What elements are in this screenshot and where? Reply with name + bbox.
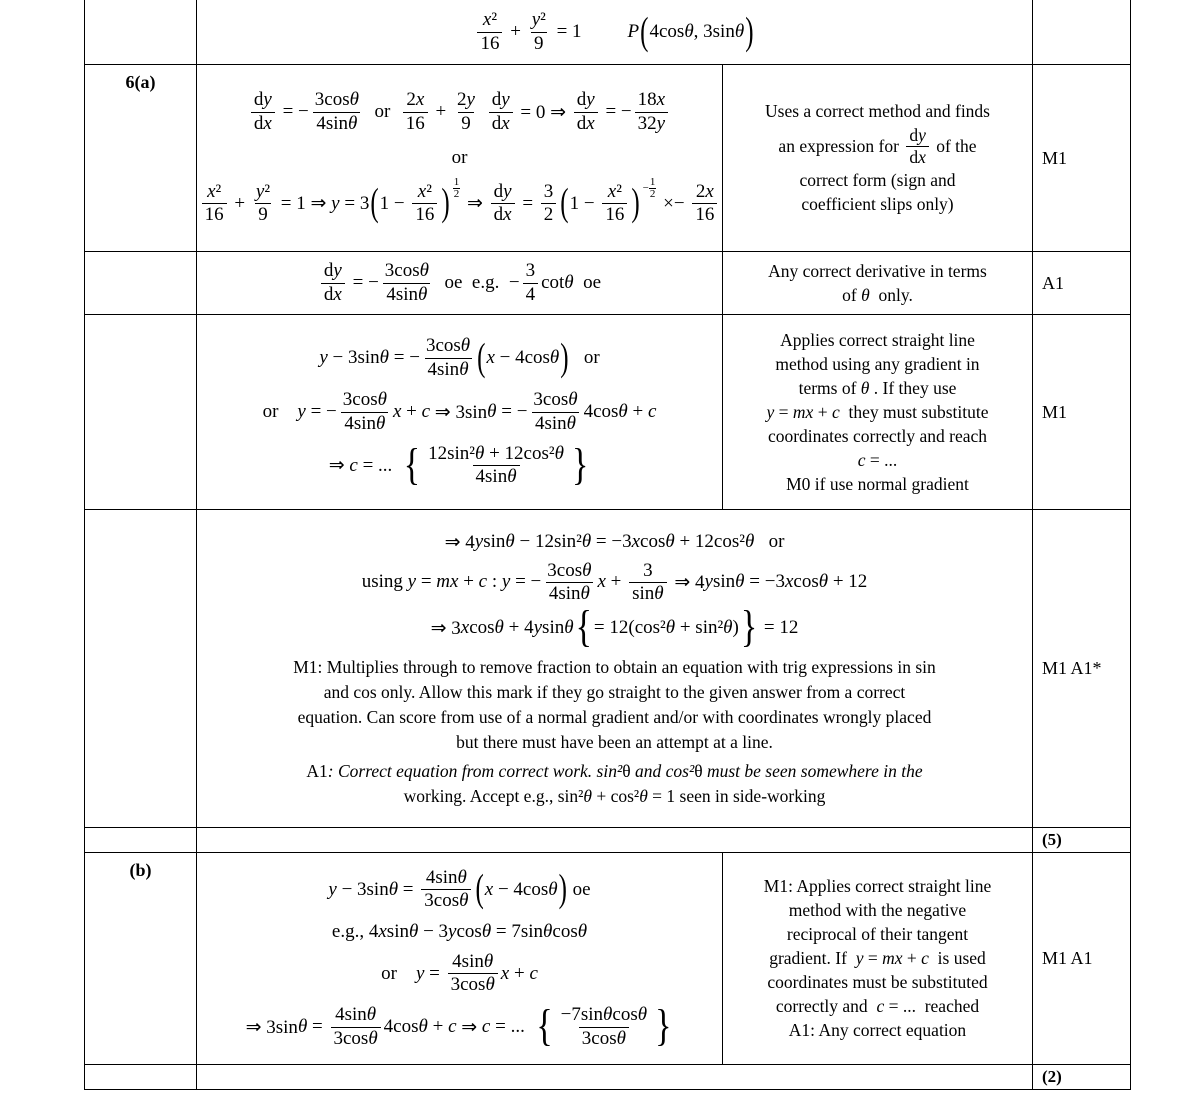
math-line: correctly and c = ... reached [775, 996, 980, 1016]
question-cell-row4 [85, 510, 197, 828]
question-cell-6a: 6(a) [85, 65, 197, 252]
math-line: Uses a correct method and finds [765, 100, 990, 121]
marks-cell-derivative-m1: M1 [1033, 65, 1131, 252]
math-line: y − 3sin θ = $\frac{4\sin\theta}{3\cos\theta}$ ( x − 4cos θ ) oe [328, 866, 591, 912]
final-equation-notes [197, 651, 1032, 812]
math-line: ⇒ 4 y sin θ − 12sin² θ = −3 x cos θ + 12cos² θ or [444, 531, 785, 553]
question-cell-row3 [85, 315, 197, 510]
math-line: Any correct derivative in terms [768, 260, 987, 281]
math-line: method with the negative [788, 900, 967, 920]
math-line: $\frac{\text{x²}}{16}$ + $\frac{\text{y²}}{9}$ = 1 ⇒ y = 3 ( 1 − $\frac{\text{x²}}{16}$ ) $\frac{1}{2}$ ⇒ $\frac{dy}{dx}$ = $\frac{3}{2}$ ( 1 − $\frac{\text{x²}}{16}$ ) − $\frac{1}{2}$ ×− $\frac{2x}{16}$ [199, 181, 721, 227]
note-paragraph [197, 655, 1032, 754]
math-line: coefficient slips only) [801, 194, 954, 215]
math-line: $\frac{dy}{dx}$ = − $\frac{3\cos\theta}{4\sin\theta}$ oe e.g. − $\frac{3}{4}$ cot θ oe [318, 260, 601, 306]
scheme-cell-derivative-method [197, 65, 723, 252]
scheme-cell-normal-line [197, 853, 723, 1065]
math-line: M1: Applies correct straight line [763, 876, 992, 896]
math-line: y − 3sin θ = − $\frac{3\cos\theta}{4\sin\theta}$ ( x − 4cos θ ) or [319, 335, 600, 380]
empty-cell-total-a [197, 828, 1033, 853]
question-cell-total-a [85, 828, 197, 853]
notes-cell-derivative-method [723, 65, 1033, 252]
text-line: A1: Correct equation from correct work. sin²θ and cos²θ must be seen somewhere in the [306, 760, 923, 781]
math-line: of θ only. [842, 284, 913, 305]
math-line: terms of θ . If they use [798, 377, 957, 398]
notes-cell-normal-line [723, 853, 1033, 1065]
math-line: using y = mx + c : y = − $\frac{3\cos\theta}{4\sin\theta}$ x + $\frac{3}{\sin\theta}$ ⇒ 4 y sin θ = −3 x cos θ + 12 [361, 559, 868, 604]
math-line: an expression for $\frac{dy}{dx}$ of the [778, 124, 977, 167]
empty-cell-total-b [197, 1065, 1033, 1090]
question-cell-row2 [85, 252, 197, 315]
math-line: method using any gradient in [775, 353, 980, 374]
math-line: coordinates correctly and reach [767, 425, 988, 446]
marks-cell-total-a: (5) [1033, 828, 1131, 853]
marks-cell-given [1033, 0, 1131, 65]
math-line: $\frac{dy}{dx}$ = − $\frac{3\cos\theta}{4\sin\theta}$ or $\frac{2x}{16}$ + $\frac{2y}{9}$ $\frac{dy}{dx}$ = 0 ⇒ $\frac{dy}{dx}$ = − $\frac{18x}{32y}$ [248, 89, 671, 135]
math-line: Applies correct straight line [780, 329, 975, 350]
marks-cell-total-b: (2) [1033, 1065, 1131, 1090]
math-line: c = ... [857, 449, 898, 470]
math-line: ⇒ 3sin θ = $\frac{4\sin\theta}{3\cos\theta}$ 4cos θ + c ⇒ c = ... { $\frac{-7\sin\theta\cos\theta}{3\cos\theta}$ } [245, 1002, 672, 1051]
math-line: or y = − $\frac{3\cos\theta}{4\sin\theta}$ x + c ⇒ 3sin θ = − $\frac{3\cos\theta}{4\sin\theta}$ 4cos θ + c [262, 389, 657, 434]
math-line: correct form (sign and [799, 170, 956, 191]
marks-cell-derivative-a1: A1 [1033, 252, 1131, 315]
text-line: but there must have been an attempt at a line. [456, 731, 773, 752]
text-line: equation. Can score from use of a normal gradient and/or with coordinates wrongly placed [297, 707, 932, 728]
math-line: ⇒ 3 x cos θ + 4 y sin θ { = 12(cos² θ + sin² θ ) } = 12 [430, 603, 799, 652]
math-line: M0 if use normal gradient [786, 473, 969, 494]
question-cell-given [85, 0, 197, 65]
note-paragraph [197, 759, 1032, 809]
math-line: gradient. If y = mx + c is used [769, 948, 986, 968]
math-line: e.g., 4 x sin θ − 3 y cos θ = 7sin θ cos θ [331, 920, 588, 942]
notes-cell-line-method [723, 315, 1033, 510]
notes-cell-correct-derivative [723, 252, 1033, 315]
math-line: or y = $\frac{4\sin\theta}{3\cos\theta}$ x + c [381, 950, 538, 995]
text-line: M1: Multiplies through to remove fraction to obtain an equation with trig expressions in sin [293, 657, 936, 678]
scheme-cell-given-equation [197, 0, 1033, 65]
math-line: coordinates must be substituted [767, 972, 988, 992]
marks-cell-m1a1star: M1 A1* [1033, 510, 1131, 828]
marks-cell-normal-m1a1: M1 A1 [1033, 853, 1131, 1065]
mark-scheme-table [84, 0, 1131, 1090]
scheme-cell-line-method [197, 315, 723, 510]
math-line: or [451, 147, 468, 168]
scheme-cell-correct-derivative [197, 252, 723, 315]
marks-cell-line-m1: M1 [1033, 315, 1131, 510]
math-line: y = mx + c they must substitute [766, 401, 989, 422]
text-line: working. Accept e.g., sin²θ + cos²θ = 1 seen in side-working [403, 785, 826, 806]
text-line: and cos only. Allow this mark if they go straight to the given answer from a correct [323, 682, 906, 703]
scheme-cell-final-equation [197, 510, 1033, 828]
question-cell-b: (b) [85, 853, 197, 1065]
math-line: reciprocal of their tangent [786, 924, 969, 944]
final-equation-lines [197, 525, 1032, 652]
math-line: $\frac{\text{x²}}{16}$ + $\frac{\text{y²}}{9}$ = 1 P ( 4cos θ , 3sin θ ) [474, 9, 754, 55]
question-cell-total-b [85, 1065, 197, 1090]
math-line: ⇒ c = ... { $\frac{\text{12sin²θ + 12cos²θ}}{4\sin\theta}$ } [328, 441, 589, 490]
math-line: A1: Any correct equation [788, 1020, 967, 1040]
